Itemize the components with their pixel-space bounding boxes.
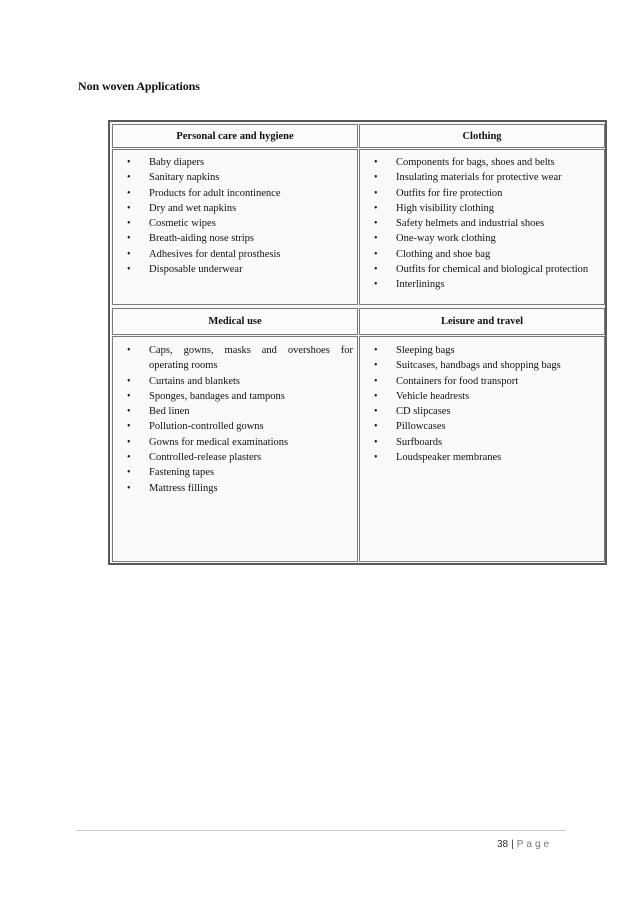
list-item-text: Safety helmets and industrial shoes — [396, 218, 545, 230]
bullet-icon: • — [127, 345, 131, 356]
list-item-text: Controlled-release plasters — [149, 452, 262, 464]
list-item — [113, 247, 357, 262]
list-item-text: Pillowcases — [396, 421, 446, 433]
list-item — [360, 419, 604, 434]
list-item — [360, 201, 604, 216]
list-item-text: Pollution-controlled gowns — [149, 421, 264, 433]
list-item-text: Gowns for medical examinations — [149, 436, 289, 448]
bullet-icon: • — [374, 279, 378, 291]
bullet-icon: • — [374, 421, 378, 433]
list-item-text: Vehicle headrests — [396, 390, 470, 402]
list-item-text: CD slipcases — [396, 406, 451, 418]
list-item — [113, 155, 357, 170]
list-item — [113, 201, 357, 216]
list-item — [113, 404, 357, 419]
list-item-text: Curtains and blankets — [149, 375, 240, 387]
list-item — [360, 404, 604, 419]
list-item — [113, 465, 357, 480]
list-item — [360, 170, 604, 185]
bullet-icon: • — [374, 390, 378, 402]
bullet-icon: • — [127, 482, 131, 494]
bullet-icon: • — [127, 233, 131, 245]
bullet-icon: • — [127, 248, 131, 260]
list-item-text: Interlinings — [396, 279, 445, 291]
list-item-text: Loudspeaker membranes — [396, 452, 502, 464]
bullet-icon: • — [127, 157, 131, 168]
cell-personal-care — [112, 149, 358, 305]
list-item — [360, 262, 604, 277]
bullet-icon: • — [127, 187, 131, 199]
bullet-icon: • — [127, 172, 131, 184]
list-item — [113, 419, 357, 434]
list-item-text: Containers for food transport — [396, 375, 519, 387]
list-item-text: Breath-aiding nose strips — [149, 233, 254, 245]
list-item-text: Surfboards — [396, 436, 443, 448]
bullet-icon: • — [127, 467, 131, 479]
header-medical: Medical use — [112, 308, 358, 335]
list-item-text: Components for bags, shoes and belts — [396, 157, 555, 168]
cell-medical — [112, 336, 358, 562]
header-personal-care: Personal care and hygiene — [112, 124, 358, 148]
list-item-text: Disposable underwear — [149, 264, 243, 276]
list-personal-care — [113, 155, 357, 277]
list-item-text: Suitcases, handbags and shopping bags — [396, 360, 561, 372]
list-clothing — [360, 155, 604, 293]
list-item-text: Fastening tapes — [149, 467, 215, 479]
list-item-text: Insulating materials for protective wear — [396, 172, 562, 184]
bullet-icon: • — [127, 421, 131, 433]
list-item — [360, 358, 604, 373]
list-item — [360, 216, 604, 231]
list-item — [360, 186, 604, 201]
bullet-icon: • — [374, 452, 378, 464]
list-item-text: Caps, gowns, masks and overshoes for operating rooms — [149, 345, 353, 372]
list-item — [360, 277, 604, 292]
bullet-icon: • — [374, 264, 378, 276]
list-item-text: Sponges, bandages and tampons — [149, 390, 285, 402]
bullet-icon: • — [374, 187, 378, 199]
list-item-text: Outfits for chemical and biological protection — [396, 264, 589, 276]
list-item — [360, 231, 604, 246]
list-item-text: Dry and wet napkins — [149, 202, 237, 214]
cell-clothing — [359, 149, 605, 305]
footer-separator: | — [511, 839, 514, 850]
list-item — [113, 374, 357, 389]
list-item — [360, 155, 604, 170]
list-item — [113, 170, 357, 185]
bullet-icon: • — [374, 172, 378, 184]
bullet-icon: • — [127, 436, 131, 448]
list-item-text: One-way work clothing — [396, 233, 496, 245]
list-item — [113, 389, 357, 404]
header-clothing: Clothing — [359, 124, 605, 148]
list-item — [113, 435, 357, 450]
footer-divider — [76, 830, 566, 831]
list-item — [113, 216, 357, 231]
list-item — [360, 389, 604, 404]
list-item-text: High visibility clothing — [396, 202, 495, 214]
bullet-icon: • — [127, 264, 131, 276]
list-item-text: Mattress fillings — [149, 482, 218, 494]
list-medical — [113, 343, 357, 496]
list-item — [113, 343, 357, 374]
bullet-icon: • — [127, 406, 131, 418]
page-heading: Non woven Applications — [78, 79, 200, 93]
list-item — [360, 450, 604, 465]
bullet-icon: • — [127, 452, 131, 464]
page-word: Page — [516, 839, 553, 850]
list-item-text: Clothing and shoe bag — [396, 248, 491, 260]
list-item — [360, 343, 604, 358]
bullet-icon: • — [374, 406, 378, 418]
list-item-text: Sleeping bags — [396, 345, 455, 356]
bullet-icon: • — [127, 218, 131, 230]
list-item-text: Sanitary napkins — [149, 172, 220, 184]
bullet-icon: • — [374, 202, 378, 214]
list-item — [113, 231, 357, 246]
bullet-icon: • — [374, 360, 378, 372]
bullet-icon: • — [374, 436, 378, 448]
applications-table — [108, 120, 607, 565]
cell-leisure — [359, 336, 605, 562]
bullet-icon: • — [127, 375, 131, 387]
list-item — [360, 435, 604, 450]
list-leisure — [360, 343, 604, 465]
bullet-icon: • — [374, 345, 378, 356]
page-number: 38 — [497, 839, 509, 850]
bullet-icon: • — [374, 248, 378, 260]
bullet-icon: • — [374, 218, 378, 230]
header-leisure: Leisure and travel — [359, 308, 605, 335]
list-item — [113, 186, 357, 201]
page-footer — [497, 839, 552, 850]
list-item-text: Bed linen — [149, 406, 190, 418]
list-item-text: Products for adult incontinence — [149, 187, 281, 199]
list-item — [113, 481, 357, 496]
list-item-text: Outfits for fire protection — [396, 187, 503, 199]
bullet-icon: • — [127, 202, 131, 214]
list-item — [113, 262, 357, 277]
bullet-icon: • — [127, 390, 131, 402]
list-item-text: Adhesives for dental prosthesis — [149, 248, 281, 260]
list-item-text: Baby diapers — [149, 157, 205, 168]
list-item-text: Cosmetic wipes — [149, 218, 216, 230]
bullet-icon: • — [374, 375, 378, 387]
bullet-icon: • — [374, 233, 378, 245]
bullet-icon: • — [374, 157, 378, 168]
list-item — [360, 247, 604, 262]
list-item — [113, 450, 357, 465]
list-item — [360, 374, 604, 389]
